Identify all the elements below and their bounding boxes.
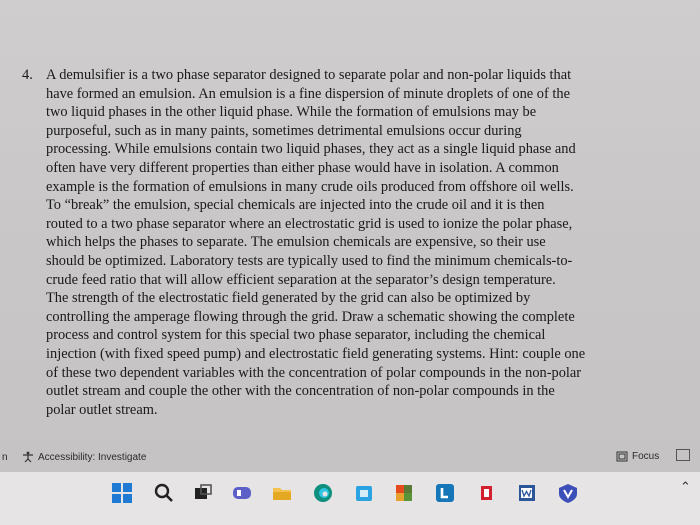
problem-text [46,66,658,419]
edge-browser-icon[interactable] [312,482,334,504]
text-line: of these two dependent variables with the concentration of polar compounds in the non-polar [46,364,582,381]
text-line: have formed an emulsion. An emulsion is a fine dispersion of minute droplets of one of the [46,85,570,102]
focus-icon [616,451,628,462]
text-line: two liquid phases in the other liquid phase. While the formation of emulsions may be [46,104,537,121]
status-bar [0,446,700,468]
problem-number: 4. [22,67,33,83]
text-line: outlet stream and couple the other with the concentration of non-polar compounds in the [46,383,555,400]
vpn-icon[interactable] [557,482,579,504]
taskbar [0,472,700,525]
text-line: processing. While emulsions contain two liquid phases, they act as a single liquid phase and [46,141,576,158]
text-line: example is the formation of emulsions in many crude oils produced from offshore oil wells. [46,178,574,195]
text-line: To “break” the emulsion, special chemicals are injected into the crude oil and it is then [46,197,545,214]
accessibility-icon [22,451,34,463]
text-line: polar outlet stream. [46,401,158,418]
chevron-up-icon[interactable]: ⌃ [680,480,691,495]
status-edge-text: n [2,452,8,463]
accessibility-label: Accessibility: Investigate [38,451,147,463]
text-line: often have very different properties than either phase would have in isolation. A common [46,159,559,176]
text-line: The strength of the electrostatic field generated by the grid can also be optimized by [46,290,531,307]
text-line: purposeful, such as in many paints, sometimes detrimental emulsions occur during [46,122,522,139]
task-view-icon[interactable] [192,482,214,504]
read-mode-icon[interactable] [676,449,690,461]
word-icon[interactable] [516,482,538,504]
text-line: injection (with fixed speed pump) and electrostatic field generating systems. Hint: couple one [46,345,586,362]
text-line: process and control system for this special two phase separator, including the chemical [46,327,546,344]
text-line: routed to a two phase separator where an electrostatic grid is used to ionize the polar phase, [46,215,573,232]
store-icon[interactable] [353,482,375,504]
linkedin-icon[interactable] [434,482,456,504]
teams-chat-icon[interactable] [231,482,253,504]
accessibility-button[interactable] [22,451,146,463]
search-icon[interactable] [153,482,175,504]
office-icon[interactable] [393,482,415,504]
text-line: should be optimized. Laboratory tests are typically used to find the minimum chemicals-to- [46,252,573,269]
text-line: controlling the amperage flowing through the grid. Draw a schematic showing the complete [46,308,575,325]
focus-label: Focus [632,451,660,462]
text-line: which helps the phases to separate. The emulsion chemicals are expensive, so their use [46,234,546,251]
file-explorer-icon[interactable] [271,482,293,504]
text-line: A demulsifier is a two phase separator designed to separate polar and non-polar liquids that [46,67,572,83]
cast-icon[interactable] [475,482,497,504]
text-line: crude feed ratio that will allow efficient separation at the separator’s design temperature. [46,271,556,288]
windows-start-icon[interactable] [111,482,133,504]
focus-button[interactable] [616,451,659,462]
